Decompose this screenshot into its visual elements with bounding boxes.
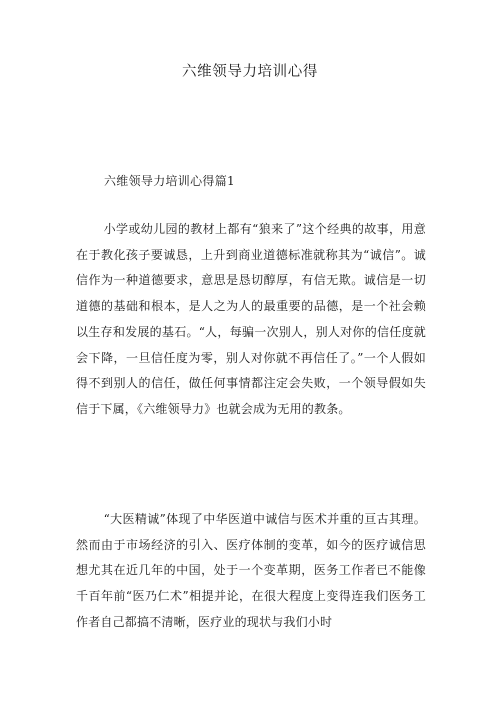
- document-title: 六维领导力培训心得: [182, 64, 318, 80]
- section-heading: 六维领导力培训心得篇1: [104, 174, 235, 188]
- body-paragraph-1: 小学或幼儿园的教材上都有“狼来了”这个经典的故事，用意在于教化孩子要诚恳，上升到商业道德标准就称其为“诚信”。诚信作为一种道德要求，意思是恳切醇厚，有信无欺。诚信是一切道德的基础和根本，是人之为人的最重要的品德，是一个社会赖以生存和发展的基石。“人，每骗一次别人，别人对你的信任度就会下降，一旦信任度为零，别人对你就不再信任了。”一个人假如得不到别人的信任，做任何事情都注定会失败，一个领导假如失信于下属，《六维领导力》也就会成为无用的教条。: [76, 222, 426, 416]
- body-paragraph-2: “大医精诚”体现了中华医道中诚信与医术并重的亘古其理。然而由于市场经济的引入、医疗体制的变革，如今的医疗诚信思想尤其在近几年的中国，处于一个变革期，医务工作者已不能像千百年前“医乃仁术”相提并论，在很大程度上变得连我们医务工作者自己都搞不清晰，医疗业的现状与我们小时: [76, 512, 426, 629]
